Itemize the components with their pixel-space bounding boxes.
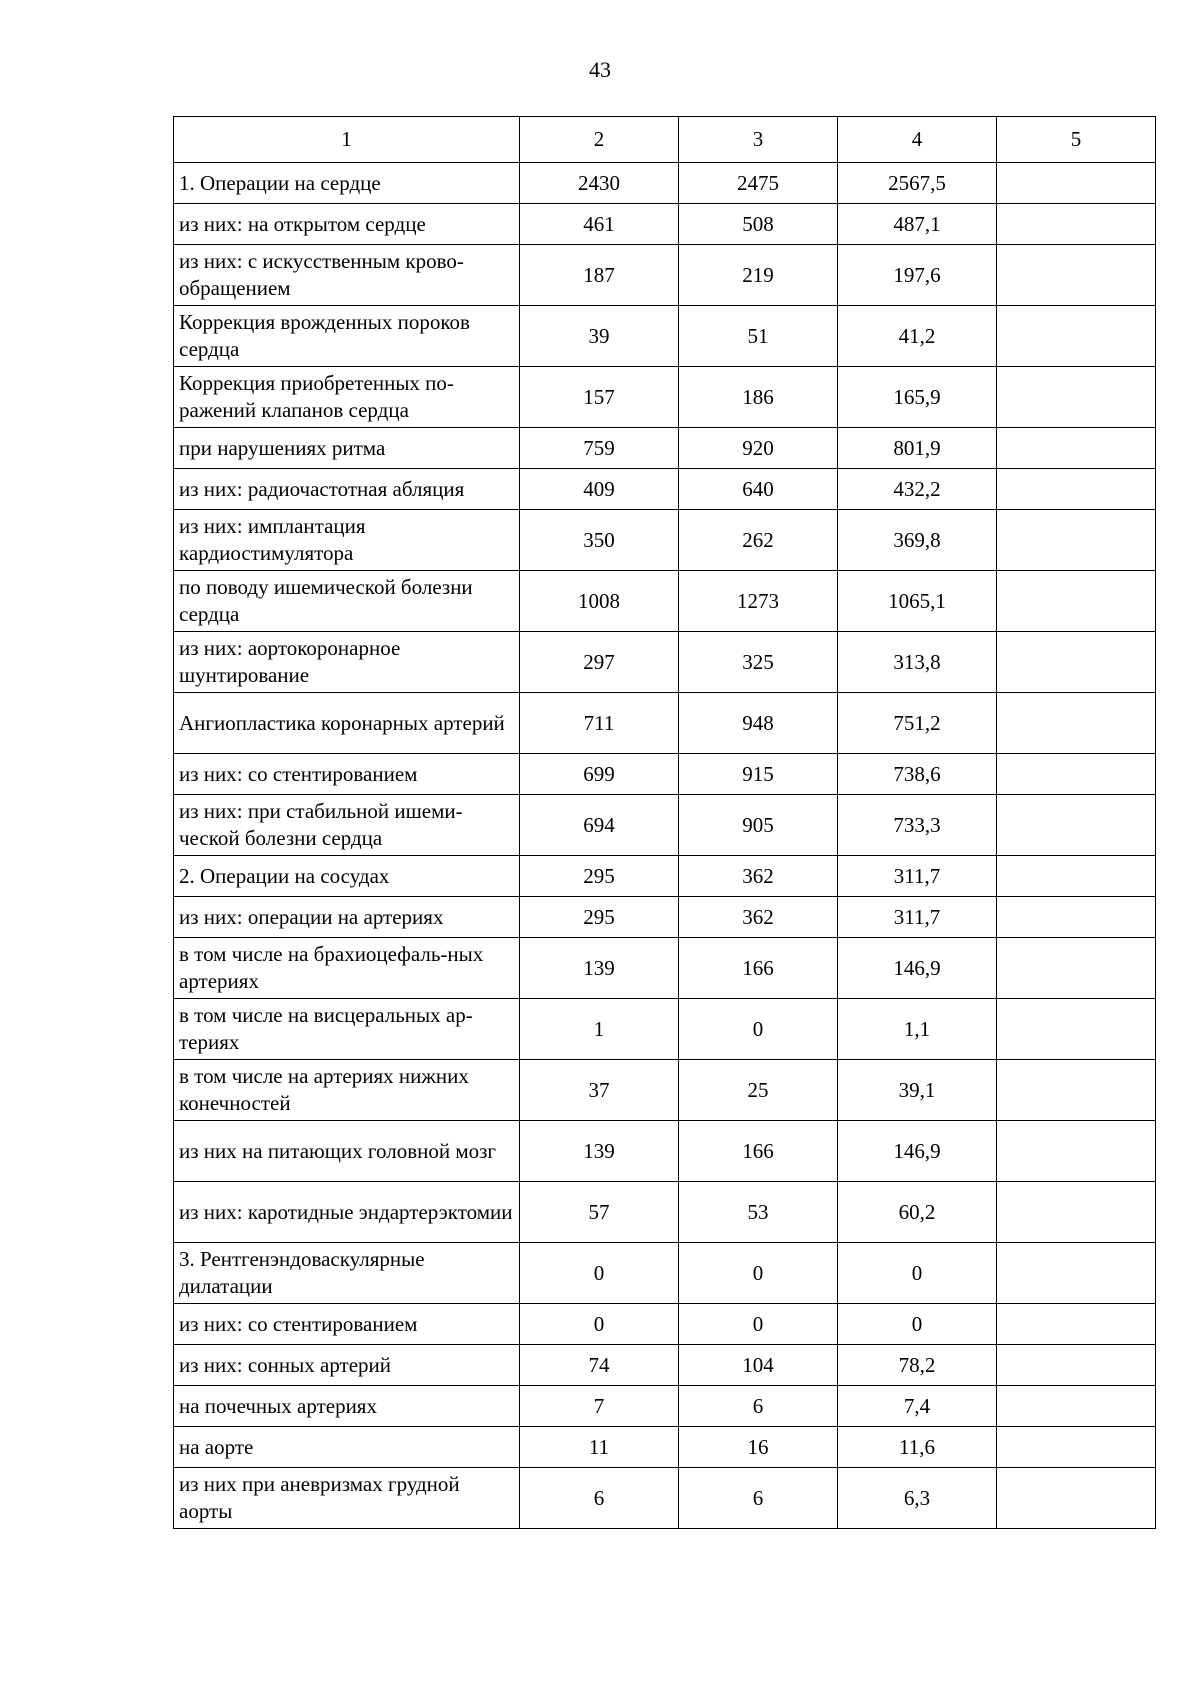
row-label-cell: Ангиопластика коронарных артерий: [174, 693, 520, 754]
value-cell-col-4: 751,2: [838, 693, 997, 754]
row-label-cell: в том числе на висцеральных ар-териях: [174, 999, 520, 1060]
value-cell-col-4: 369,8: [838, 510, 997, 571]
value-cell-col-2: 39: [520, 306, 679, 367]
value-cell-col-4: 39,1: [838, 1060, 997, 1121]
value-cell-col-2: 0: [520, 1304, 679, 1345]
row-label-cell: на почечных артериях: [174, 1386, 520, 1427]
value-cell-col-2: 187: [520, 245, 679, 306]
value-cell-col-5: [997, 510, 1156, 571]
value-cell-col-3: 166: [679, 1121, 838, 1182]
value-cell-col-2: 0: [520, 1243, 679, 1304]
value-cell-col-5: [997, 795, 1156, 856]
table-row: [174, 367, 1156, 428]
row-label-cell: из них: с искусственным крово-обращением: [174, 245, 520, 306]
value-cell-col-4: 738,6: [838, 754, 997, 795]
row-label-cell: из них: на открытом сердце: [174, 204, 520, 245]
value-cell-col-3: 0: [679, 999, 838, 1060]
row-label-cell: из них: имплантация кардиостимулятора: [174, 510, 520, 571]
value-cell-col-2: 409: [520, 469, 679, 510]
table-row: [174, 795, 1156, 856]
table-row: [174, 469, 1156, 510]
value-cell-col-4: 78,2: [838, 1345, 997, 1386]
value-cell-col-5: [997, 163, 1156, 204]
table-row: [174, 428, 1156, 469]
row-label-cell: 3. Рентгенэндоваскулярные дилатации: [174, 1243, 520, 1304]
table-body: [174, 163, 1156, 1529]
table-row: [174, 693, 1156, 754]
value-cell-col-3: 16: [679, 1427, 838, 1468]
value-cell-col-4: 1,1: [838, 999, 997, 1060]
value-cell-col-3: 104: [679, 1345, 838, 1386]
table-row: [174, 754, 1156, 795]
value-cell-col-4: 0: [838, 1304, 997, 1345]
value-cell-col-3: 640: [679, 469, 838, 510]
value-cell-col-5: [997, 1345, 1156, 1386]
value-cell-col-4: 311,7: [838, 856, 997, 897]
value-cell-col-3: 915: [679, 754, 838, 795]
value-cell-col-2: 699: [520, 754, 679, 795]
table-row: [174, 510, 1156, 571]
value-cell-col-2: 139: [520, 938, 679, 999]
value-cell-col-4: 146,9: [838, 1121, 997, 1182]
value-cell-col-3: 362: [679, 856, 838, 897]
value-cell-col-2: 350: [520, 510, 679, 571]
value-cell-col-3: 166: [679, 938, 838, 999]
value-cell-col-2: 157: [520, 367, 679, 428]
row-label-cell: в том числе на брахиоцефаль-ных артериях: [174, 938, 520, 999]
value-cell-col-4: 60,2: [838, 1182, 997, 1243]
value-cell-col-5: [997, 1468, 1156, 1529]
value-cell-col-2: 6: [520, 1468, 679, 1529]
value-cell-col-5: [997, 1121, 1156, 1182]
value-cell-col-4: 7,4: [838, 1386, 997, 1427]
row-label-cell: 2. Операции на сосудах: [174, 856, 520, 897]
value-cell-col-2: 694: [520, 795, 679, 856]
value-cell-col-4: 311,7: [838, 897, 997, 938]
value-cell-col-4: 146,9: [838, 938, 997, 999]
row-label-cell: при нарушениях ритма: [174, 428, 520, 469]
table-row: [174, 1060, 1156, 1121]
value-cell-col-4: 197,6: [838, 245, 997, 306]
value-cell-col-3: 508: [679, 204, 838, 245]
column-header: 2: [520, 117, 679, 163]
value-cell-col-2: 74: [520, 1345, 679, 1386]
table-row: [174, 1304, 1156, 1345]
value-cell-col-2: 2430: [520, 163, 679, 204]
value-cell-col-4: 432,2: [838, 469, 997, 510]
table-row: [174, 204, 1156, 245]
value-cell-col-2: 295: [520, 897, 679, 938]
table-row: [174, 856, 1156, 897]
value-cell-col-5: [997, 306, 1156, 367]
table-row: [174, 306, 1156, 367]
table-row: [174, 999, 1156, 1060]
value-cell-col-3: 2475: [679, 163, 838, 204]
row-label-cell: на аорте: [174, 1427, 520, 1468]
row-label-cell: из них: аортокоронарное шунтирование: [174, 632, 520, 693]
row-label-cell: из них: со стентированием: [174, 1304, 520, 1345]
value-cell-col-5: [997, 245, 1156, 306]
value-cell-col-5: [997, 1304, 1156, 1345]
value-cell-col-3: 6: [679, 1468, 838, 1529]
value-cell-col-3: 262: [679, 510, 838, 571]
value-cell-col-5: [997, 693, 1156, 754]
value-cell-col-3: 325: [679, 632, 838, 693]
value-cell-col-3: 6: [679, 1386, 838, 1427]
value-cell-col-5: [997, 897, 1156, 938]
table-row: [174, 1182, 1156, 1243]
row-label-cell: 1. Операции на сердце: [174, 163, 520, 204]
value-cell-col-3: 51: [679, 306, 838, 367]
value-cell-col-3: 920: [679, 428, 838, 469]
value-cell-col-3: 905: [679, 795, 838, 856]
value-cell-col-4: 165,9: [838, 367, 997, 428]
value-cell-col-4: 0: [838, 1243, 997, 1304]
row-label-cell: по поводу ишемической болезни сердца: [174, 571, 520, 632]
value-cell-col-2: 297: [520, 632, 679, 693]
row-label-cell: из них: каротидные эндартерэктомии: [174, 1182, 520, 1243]
column-header: 1: [174, 117, 520, 163]
table-row: [174, 897, 1156, 938]
table-row: [174, 1243, 1156, 1304]
value-cell-col-2: 11: [520, 1427, 679, 1468]
value-cell-col-5: [997, 204, 1156, 245]
row-label-cell: из них: сонных артерий: [174, 1345, 520, 1386]
value-cell-col-5: [997, 632, 1156, 693]
value-cell-col-5: [997, 1243, 1156, 1304]
row-label-cell: в том числе на артериях нижних конечностей: [174, 1060, 520, 1121]
value-cell-col-4: 487,1: [838, 204, 997, 245]
row-label-cell: из них: операции на артериях: [174, 897, 520, 938]
value-cell-col-5: [997, 469, 1156, 510]
data-table: [173, 116, 1156, 1529]
value-cell-col-3: 1273: [679, 571, 838, 632]
value-cell-col-5: [997, 754, 1156, 795]
table-row: [174, 1427, 1156, 1468]
value-cell-col-5: [997, 428, 1156, 469]
value-cell-col-2: 37: [520, 1060, 679, 1121]
value-cell-col-3: 0: [679, 1304, 838, 1345]
table-row: [174, 938, 1156, 999]
value-cell-col-3: 219: [679, 245, 838, 306]
row-label-cell: Коррекция врожденных пороков сердца: [174, 306, 520, 367]
table-row: [174, 1121, 1156, 1182]
value-cell-col-4: 801,9: [838, 428, 997, 469]
table-header-row: [174, 117, 1156, 163]
value-cell-col-3: 362: [679, 897, 838, 938]
value-cell-col-3: 25: [679, 1060, 838, 1121]
table-row: [174, 632, 1156, 693]
value-cell-col-3: 53: [679, 1182, 838, 1243]
value-cell-col-3: 948: [679, 693, 838, 754]
value-cell-col-2: 711: [520, 693, 679, 754]
value-cell-col-5: [997, 1182, 1156, 1243]
row-label-cell: Коррекция приобретенных по-ражений клапанов сердца: [174, 367, 520, 428]
value-cell-col-2: 461: [520, 204, 679, 245]
value-cell-col-5: [997, 1386, 1156, 1427]
page-number: 43: [589, 57, 611, 82]
row-label-cell: из них: со стентированием: [174, 754, 520, 795]
table-row: [174, 1345, 1156, 1386]
value-cell-col-4: 11,6: [838, 1427, 997, 1468]
value-cell-col-2: 57: [520, 1182, 679, 1243]
value-cell-col-2: 1: [520, 999, 679, 1060]
value-cell-col-5: [997, 367, 1156, 428]
value-cell-col-2: 139: [520, 1121, 679, 1182]
value-cell-col-4: 2567,5: [838, 163, 997, 204]
table-row: [174, 1386, 1156, 1427]
column-header: 4: [838, 117, 997, 163]
value-cell-col-4: 733,3: [838, 795, 997, 856]
value-cell-col-3: 0: [679, 1243, 838, 1304]
value-cell-col-4: 313,8: [838, 632, 997, 693]
table-row: [174, 245, 1156, 306]
row-label-cell: из них на питающих головной мозг: [174, 1121, 520, 1182]
row-label-cell: из них при аневризмах грудной аорты: [174, 1468, 520, 1529]
column-header: 5: [997, 117, 1156, 163]
value-cell-col-4: 41,2: [838, 306, 997, 367]
value-cell-col-2: 295: [520, 856, 679, 897]
table-row: [174, 571, 1156, 632]
value-cell-col-5: [997, 1427, 1156, 1468]
value-cell-col-5: [997, 571, 1156, 632]
row-label-cell: из них: при стабильной ишеми-ческой болезни сердца: [174, 795, 520, 856]
value-cell-col-5: [997, 999, 1156, 1060]
value-cell-col-5: [997, 856, 1156, 897]
value-cell-col-2: 759: [520, 428, 679, 469]
column-header: 3: [679, 117, 838, 163]
value-cell-col-4: 1065,1: [838, 571, 997, 632]
table-row: [174, 1468, 1156, 1529]
value-cell-col-4: 6,3: [838, 1468, 997, 1529]
row-label-cell: из них: радиочастотная абляция: [174, 469, 520, 510]
value-cell-col-2: 1008: [520, 571, 679, 632]
table-row: [174, 163, 1156, 204]
value-cell-col-3: 186: [679, 367, 838, 428]
value-cell-col-5: [997, 938, 1156, 999]
value-cell-col-5: [997, 1060, 1156, 1121]
value-cell-col-2: 7: [520, 1386, 679, 1427]
